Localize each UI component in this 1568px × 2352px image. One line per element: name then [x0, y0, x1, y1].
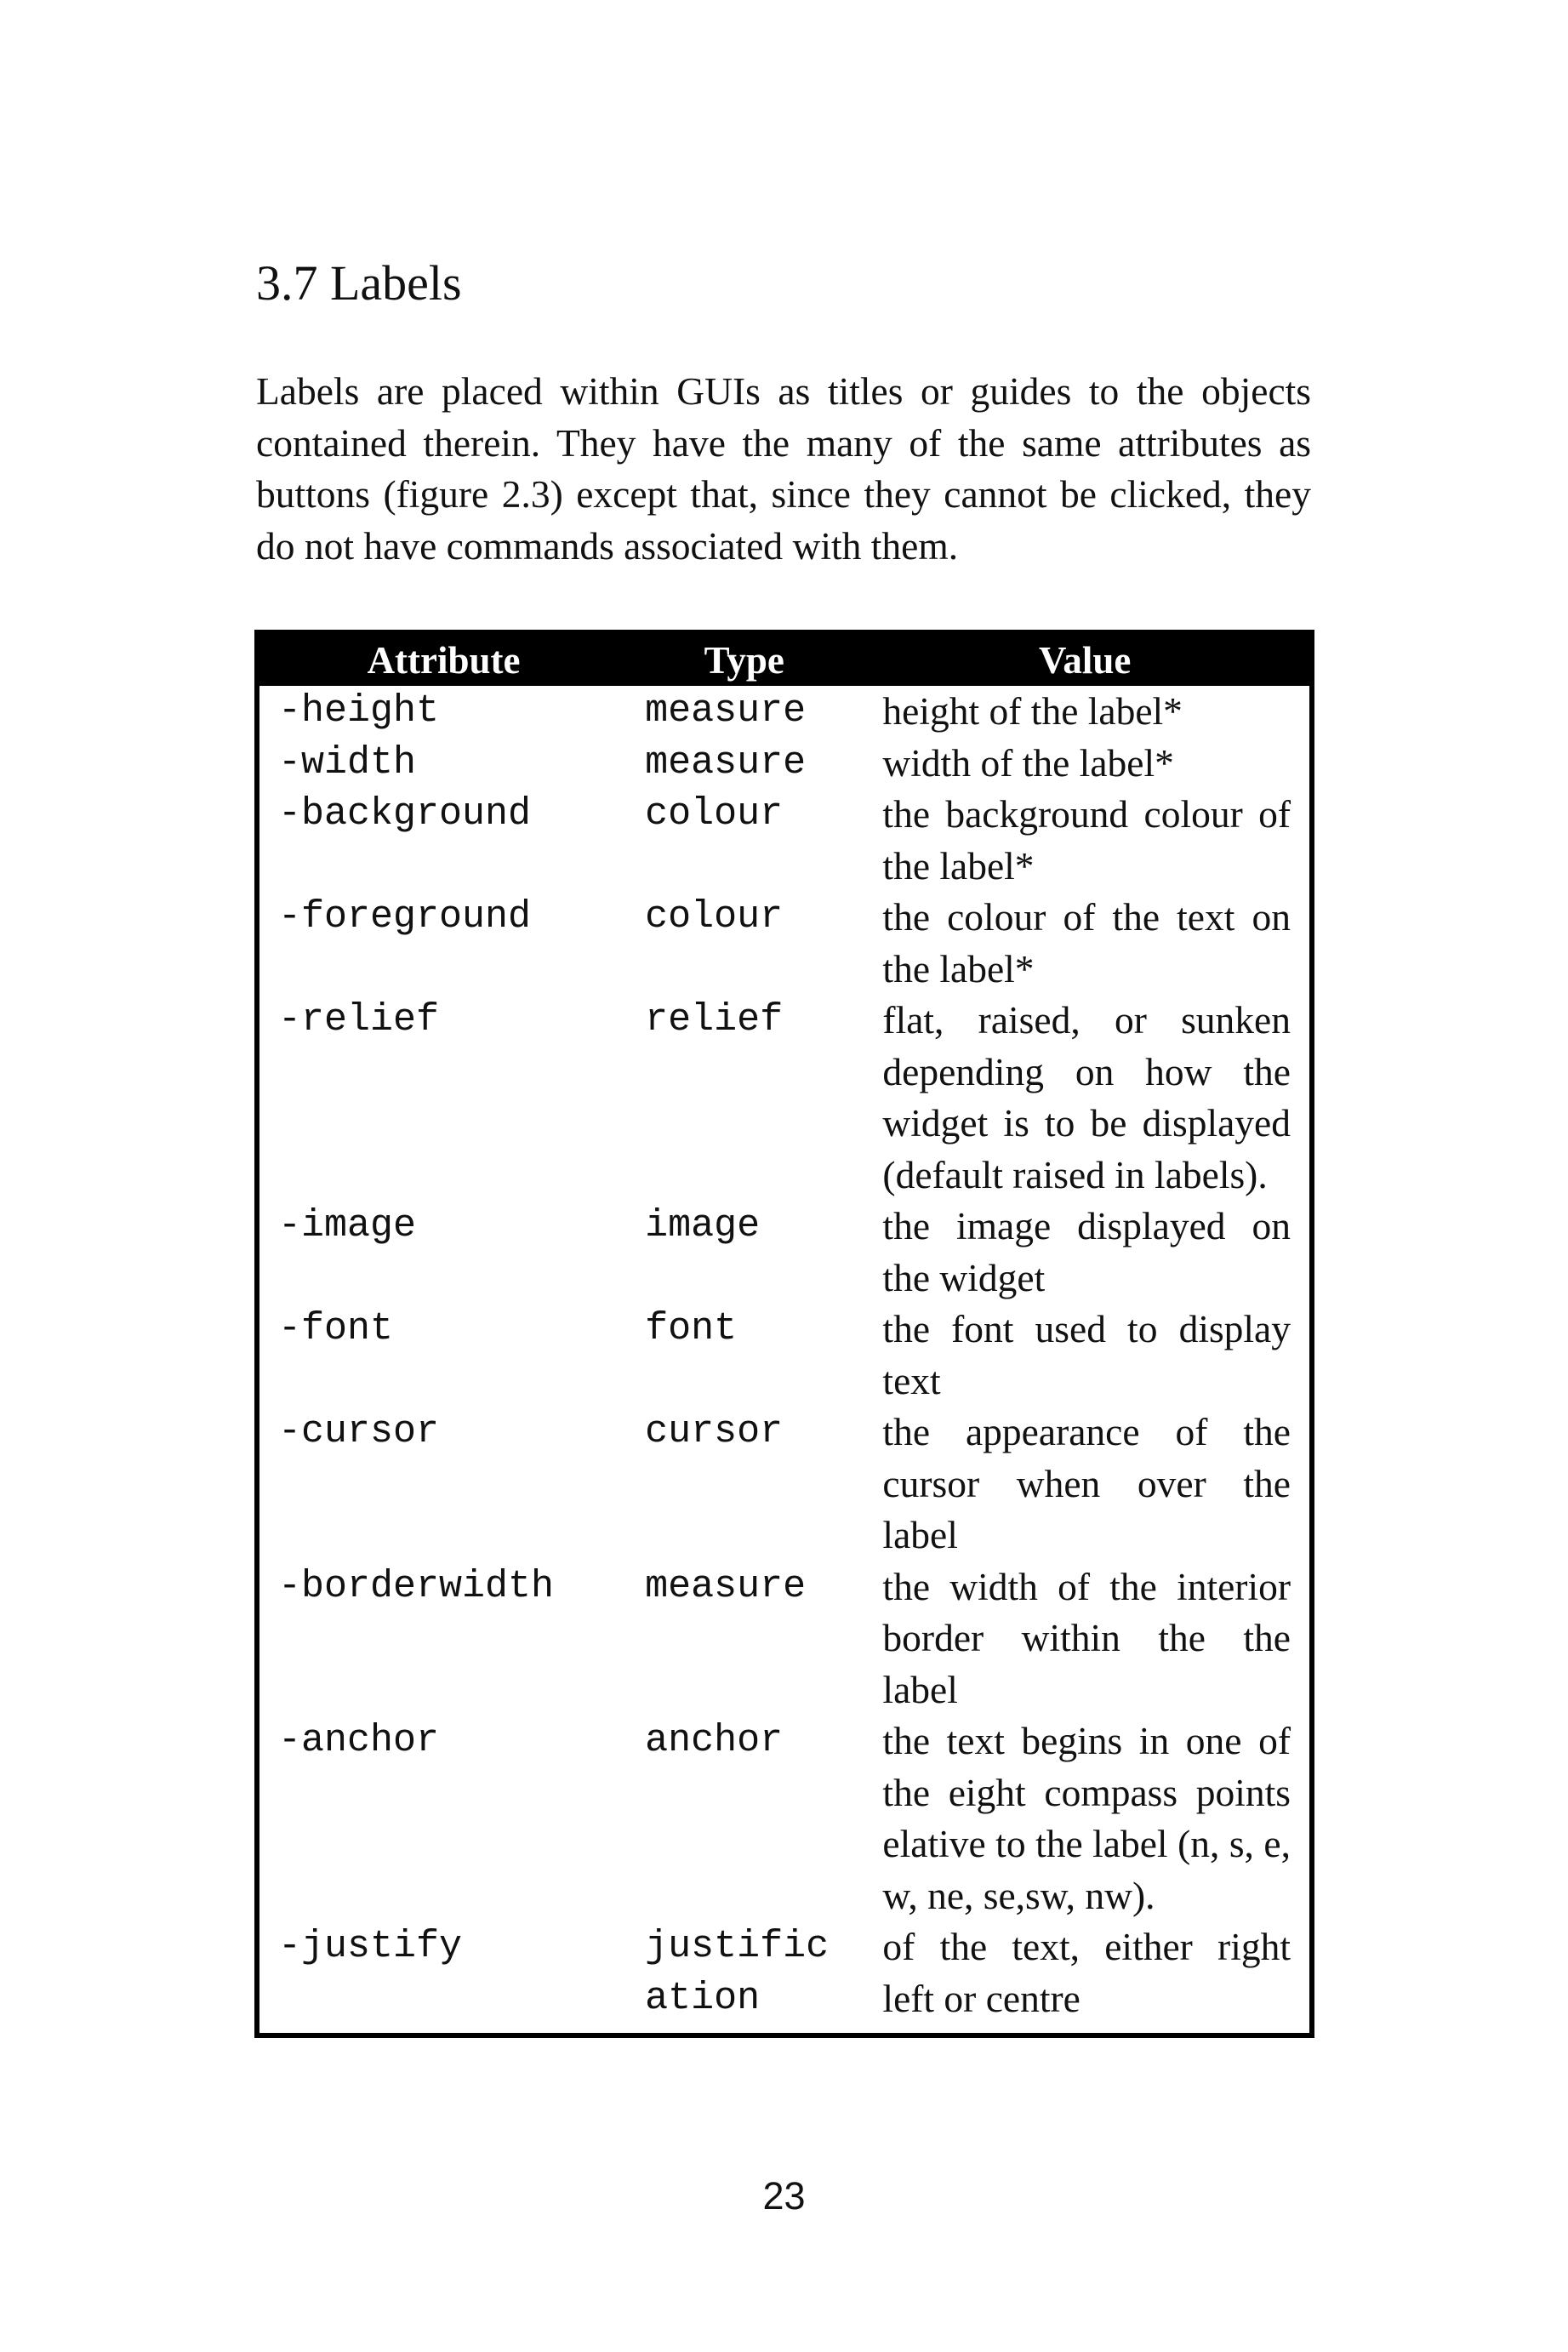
- table-row: [257, 1304, 1312, 1407]
- attribute-cell: -relief: [278, 998, 440, 1042]
- value-cell: the width of the interior border within the the label: [882, 1564, 1291, 1711]
- type-cell: measure: [645, 740, 807, 785]
- table-row: [257, 1561, 1312, 1716]
- section-title: 3.7 Labels: [256, 255, 462, 311]
- table-row: [257, 1201, 1312, 1304]
- type-cell: colour: [645, 895, 784, 939]
- type-cell: cursor: [645, 1410, 784, 1453]
- value-cell: the colour of the text on the label*: [882, 895, 1291, 990]
- value-cell: the appearance of the cursor when over the label: [882, 1410, 1291, 1556]
- attribute-cell: -width: [278, 740, 417, 785]
- table-body: [257, 686, 1312, 2035]
- attribute-cell: -justify: [278, 1925, 463, 1968]
- table-row: [257, 686, 1312, 738]
- type-cell: [628, 1921, 860, 2035]
- value-cell: flat, raised, or sunken depending on how the widget is to be displayed (default raised in labels).: [882, 998, 1291, 1196]
- attributes-table: [254, 630, 1314, 2038]
- table-row: [257, 1921, 1312, 2035]
- attribute-cell: -cursor: [278, 1410, 440, 1453]
- value-cell: the background colour of the label*: [882, 792, 1291, 888]
- value-cell: of the text, either right left or centre: [882, 1925, 1291, 2020]
- table-row: [257, 995, 1312, 1201]
- page-number: 23: [762, 2174, 806, 2218]
- type-cell: anchor: [645, 1719, 784, 1762]
- header-type: Type: [628, 632, 860, 686]
- type-cell: measure: [645, 1564, 807, 1608]
- value-cell: width of the label*: [882, 740, 1174, 785]
- type-cell: measure: [645, 689, 807, 733]
- table-row: [257, 892, 1312, 995]
- table-row: [257, 789, 1312, 892]
- type-cell: image: [645, 1204, 761, 1247]
- attribute-cell: -image: [278, 1204, 417, 1247]
- type-cell: font: [645, 1307, 738, 1350]
- value-cell: the image displayed on the widget: [882, 1204, 1291, 1299]
- table-row: [257, 1407, 1312, 1561]
- table-row: [257, 738, 1312, 790]
- type-cell: relief: [645, 998, 784, 1042]
- attribute-cell: -borderwidth: [278, 1564, 555, 1608]
- attribute-cell: -height: [278, 689, 440, 733]
- table-header: [257, 632, 1312, 686]
- intro-paragraph: Labels are placed within GUIs as titles or guides to the objects contained therein. They have the many of the same attributes as buttons (figure 2.3) except that, since they cannot be clicked, they do not have commands associated with them.: [256, 369, 1311, 568]
- table-row: [257, 1715, 1312, 1921]
- value-cell: the text begins in one of the eight compass points elative to the label (n, s, e, w, ne, se,sw, nw).: [882, 1719, 1291, 1917]
- header-attribute: Attribute: [257, 632, 628, 686]
- attribute-cell: -foreground: [278, 895, 532, 939]
- type-cell-text: justification: [645, 1925, 830, 2020]
- type-cell: colour: [645, 792, 784, 836]
- attribute-cell: -background: [278, 792, 532, 836]
- value-cell: height of the label*: [882, 689, 1183, 733]
- header-row: [257, 632, 1312, 686]
- value-cell: the font used to display text: [882, 1307, 1291, 1402]
- attribute-cell: -font: [278, 1307, 394, 1350]
- header-value: Value: [860, 632, 1312, 686]
- attribute-cell: -anchor: [278, 1719, 440, 1762]
